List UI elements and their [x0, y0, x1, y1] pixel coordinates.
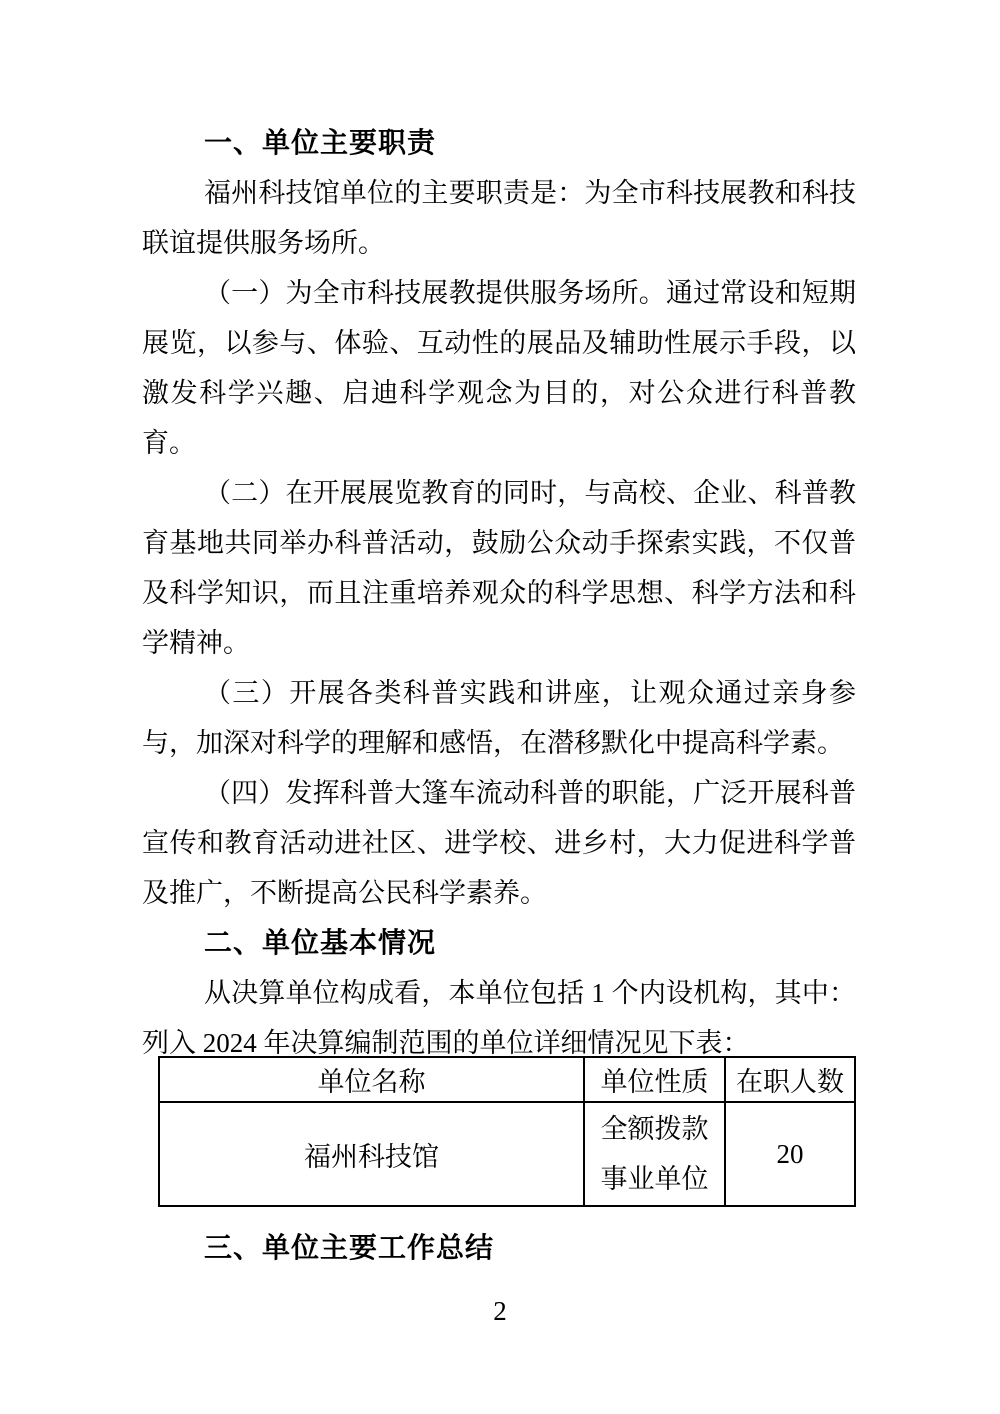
table-header-staff-count: 在职人数	[725, 1057, 855, 1102]
document-content	[142, 118, 856, 1273]
paragraph-duties-intro: 福州科技馆单位的主要职责是：为全市科技展教和科技联谊提供服务场所。	[142, 178, 856, 258]
paragraph-duty-item-2: （二）在开展展览教育的同时，与高校、企业、科普教育基地共同举办科普活动，鼓励公众动手探索实践，不仅普及科学知识，而且注重培养观众的科学思想、科学方法和科学精神。	[142, 478, 856, 658]
unit-info-table	[158, 1056, 856, 1207]
section-heading-1: 一、单位主要职责	[204, 127, 437, 158]
table-header-unit-nature: 单位性质	[584, 1057, 725, 1102]
cell-unit-name: 福州科技馆	[159, 1102, 584, 1206]
paragraph-unit-composition: 从决算单位构成看，本单位包括 1 个内设机构，其中：列入 2024 年决算编制范围的单位详细情况见下表：	[142, 978, 856, 1058]
cell-unit-nature: 全额拨款事业单位	[584, 1102, 725, 1206]
section-heading-3: 三、单位主要工作总结	[204, 1232, 495, 1263]
page-number: 2	[493, 1296, 507, 1326]
table-header-unit-name: 单位名称	[159, 1057, 584, 1102]
paragraph-duty-item-3: （三）开展各类科普实践和讲座，让观众通过亲身参与，加深对科学的理解和感悟，在潜移默化中提高科学素。	[142, 678, 856, 758]
table-row	[159, 1102, 855, 1206]
cell-staff-count: 20	[725, 1102, 855, 1206]
paragraph-duty-item-1: （一）为全市科技展教提供服务场所。通过常设和短期展览，以参与、体验、互动性的展品及辅助性展示手段，以激发科学兴趣、启迪科学观念为目的，对公众进行科普教育。	[142, 278, 856, 458]
paragraph-duty-item-4: （四）发挥科普大篷车流动科普的职能，广泛开展科普宣传和教育活动进社区、进学校、进乡村，大力促进科学普及推广，不断提高公民科学素养。	[142, 778, 856, 908]
section-heading-2: 二、单位基本情况	[204, 927, 437, 958]
